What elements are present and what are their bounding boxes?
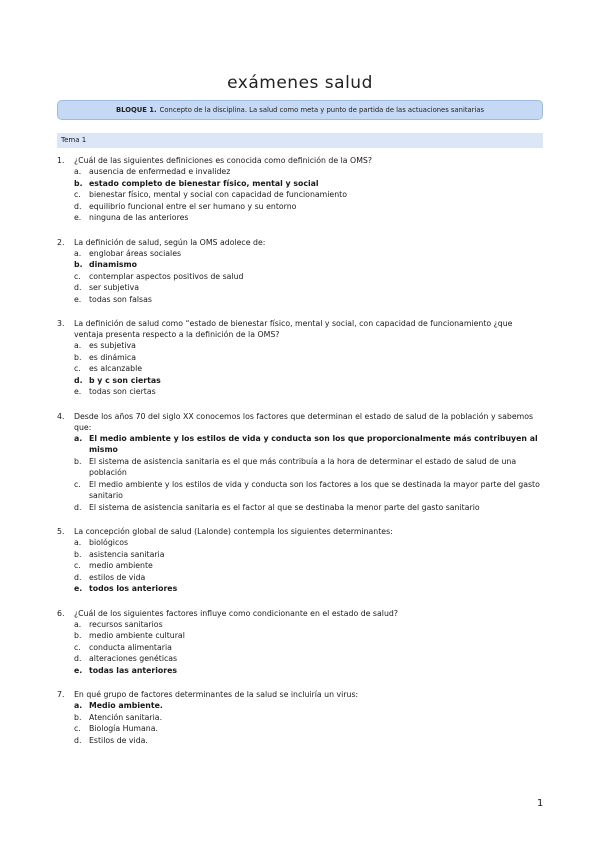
- answer-option: [57, 560, 543, 572]
- question-line: [57, 155, 543, 166]
- question-number: 1.: [57, 156, 65, 165]
- block-label: BLOQUE 1.: [115, 106, 157, 114]
- option-text: contemplar aspectos positivos de salud: [89, 271, 244, 281]
- answer-option-correct: [57, 375, 543, 387]
- option-text: todos los anteriores: [89, 584, 178, 593]
- answer-option: [57, 572, 543, 584]
- answer-option-correct: [57, 259, 543, 271]
- question-number: 2.: [57, 237, 65, 247]
- option-text: b y c son ciertas: [89, 375, 161, 385]
- question-list: [57, 155, 543, 759]
- answer-option-correct: [57, 665, 543, 677]
- option-letter: d.: [74, 375, 83, 385]
- option-text: recursos sanitarios: [89, 619, 163, 629]
- answer-option: [57, 201, 543, 213]
- option-letter: c.: [74, 561, 81, 570]
- question-text: La definición de salud, según la OMS adolece de:: [74, 237, 266, 247]
- option-letter: c.: [74, 190, 81, 199]
- answer-option: [57, 352, 543, 364]
- answer-option: [57, 340, 543, 352]
- answer-option: [57, 189, 543, 201]
- answer-option: [57, 502, 543, 514]
- option-text: asistencia sanitaria: [89, 549, 165, 559]
- block-text: Concepto de la disciplina. La salud como meta y punto de partida de las actuaciones sanitarias: [159, 106, 485, 114]
- question: [57, 608, 543, 677]
- option-letter: a.: [74, 701, 83, 710]
- question-text: ¿Cuál de las siguientes definiciones es conocida como definición de la OMS?: [74, 156, 373, 165]
- option-letter: e.: [74, 213, 82, 222]
- answer-option-correct: [57, 583, 543, 595]
- option-letter: c.: [74, 364, 81, 373]
- question-line: [57, 526, 543, 537]
- option-letter: c.: [74, 642, 81, 652]
- option-letter: e.: [74, 665, 83, 675]
- option-letter: b.: [74, 456, 82, 466]
- answer-option: [57, 386, 543, 398]
- option-text: englobar áreas sociales: [89, 248, 182, 258]
- section-header: Tema 1: [57, 133, 543, 148]
- option-letter: b.: [74, 631, 82, 640]
- question-number: 7.: [57, 690, 65, 699]
- option-letter: a.: [74, 341, 82, 350]
- option-letter: d.: [74, 654, 82, 663]
- page-number: 1: [537, 798, 544, 809]
- question-number: 4.: [57, 411, 65, 421]
- option-letter: a.: [74, 167, 82, 176]
- option-text: medio ambiente cultural: [89, 631, 185, 640]
- option-text: Medio ambiente.: [89, 701, 163, 710]
- page-title: exámenes salud: [227, 73, 373, 93]
- option-text: dinamismo: [89, 260, 137, 269]
- answer-option: [57, 653, 543, 665]
- option-text: El sistema de asistencia sanitaria es el factor al que se destinaba la menor parte del gasto sanitario: [89, 502, 480, 512]
- option-letter: c.: [74, 724, 81, 733]
- answer-option: [57, 479, 543, 502]
- answer-option: [57, 271, 543, 283]
- answer-option: [57, 212, 543, 224]
- answer-option: [57, 642, 543, 654]
- option-text: es dinámica: [89, 352, 136, 362]
- block-header: [57, 100, 543, 120]
- answer-option: [57, 294, 543, 306]
- option-text: estado completo de bienestar físico, mental y social: [89, 178, 319, 188]
- option-text: Biología Humana.: [89, 724, 158, 733]
- question-number: 3.: [57, 319, 65, 328]
- option-letter: e.: [74, 294, 82, 304]
- answer-option-correct: [57, 178, 543, 190]
- question-line: [57, 411, 543, 433]
- answer-option-correct: [57, 433, 543, 456]
- question-line: [57, 608, 543, 619]
- option-letter: a.: [74, 433, 83, 443]
- question: [57, 237, 543, 306]
- question: [57, 689, 543, 746]
- option-text: Atención sanitaria.: [89, 712, 163, 722]
- option-letter: c.: [74, 271, 81, 281]
- option-letter: d.: [74, 572, 82, 582]
- option-text: Estilos de vida.: [89, 735, 148, 745]
- answer-option: [57, 282, 543, 294]
- option-letter: a.: [74, 619, 82, 629]
- answer-option: [57, 630, 543, 642]
- option-text: estilos de vida: [89, 572, 146, 582]
- option-text: todas son ciertas: [89, 387, 156, 396]
- answer-option-correct: [57, 700, 543, 712]
- option-text: El medio ambiente y los estilos de vida y conducta son los factores a los que se destinada la mayor parte del gasto sanitario: [89, 479, 540, 500]
- option-text: ausencia de enfermedad e invalidez: [89, 167, 231, 176]
- option-text: El medio ambiente y los estilos de vida y conducta son los que proporcionalmente más contribuyen al mismo: [89, 433, 538, 454]
- answer-option: [57, 735, 543, 747]
- option-text: El sistema de asistencia sanitaria es el que más contribuía a la hora de determinar el estado de salud de una población: [89, 456, 517, 477]
- option-letter: d.: [74, 735, 82, 745]
- option-letter: b.: [74, 549, 82, 559]
- option-letter: e.: [74, 387, 82, 396]
- answer-option: [57, 549, 543, 561]
- option-text: conducta alimentaria: [89, 642, 172, 652]
- answer-option: [57, 248, 543, 260]
- option-letter: b.: [74, 352, 82, 362]
- option-letter: d.: [74, 201, 82, 211]
- option-letter: b.: [74, 712, 82, 722]
- option-text: todas son falsas: [89, 294, 152, 304]
- question: [57, 411, 543, 514]
- question-line: [57, 237, 543, 248]
- question: [57, 318, 543, 398]
- option-letter: a.: [74, 538, 82, 547]
- question-text: ¿Cuál de los siguientes factores influye como condicionante en el estado de salud?: [74, 608, 398, 618]
- answer-option: [57, 712, 543, 724]
- question-line: [57, 689, 543, 700]
- option-letter: e.: [74, 584, 83, 593]
- question: [57, 526, 543, 595]
- question-number: 5.: [57, 527, 65, 536]
- option-text: ninguna de las anteriores: [89, 213, 189, 222]
- option-text: ser subjetiva: [89, 283, 140, 292]
- option-letter: b.: [74, 260, 83, 269]
- option-letter: c.: [74, 479, 81, 489]
- option-text: biológicos: [89, 538, 129, 547]
- question-text: En qué grupo de factores determinantes de la salud se incluiría un virus:: [74, 690, 359, 699]
- option-text: bienestar físico, mental y social con capacidad de funcionamiento: [89, 190, 347, 199]
- question: [57, 155, 543, 224]
- option-text: es alcanzable: [89, 364, 143, 373]
- answer-option: [57, 166, 543, 178]
- answer-option: [57, 363, 543, 375]
- answer-option: [57, 723, 543, 735]
- question-line: [57, 318, 543, 340]
- question-text: La concepción global de salud (Lalonde) contempla los siguientes determinantes:: [74, 527, 393, 536]
- option-text: alteraciones genéticas: [89, 654, 178, 663]
- option-letter: b.: [74, 178, 83, 188]
- question-text: Desde los años 70 del siglo XX conocemos los factores que determinan el estado de salud de la población y sabemos que:: [74, 411, 534, 432]
- answer-option: [57, 619, 543, 631]
- answer-option: [57, 456, 543, 479]
- question-text: La definición de salud como “estado de bienestar físico, mental y social, con capacidad de funcionamiento ¿que ventaja presenta respecto a la definición de la OMS?: [74, 319, 513, 339]
- option-text: todas las anteriores: [89, 665, 178, 675]
- option-text: es subjetiva: [89, 341, 136, 350]
- option-letter: d.: [74, 283, 82, 292]
- option-text: equilibrio funcional entre el ser humano y su entorno: [89, 201, 297, 211]
- option-letter: a.: [74, 248, 82, 258]
- option-text: medio ambiente: [89, 561, 153, 570]
- question-number: 6.: [57, 608, 65, 618]
- answer-option: [57, 537, 543, 549]
- option-letter: d.: [74, 502, 82, 512]
